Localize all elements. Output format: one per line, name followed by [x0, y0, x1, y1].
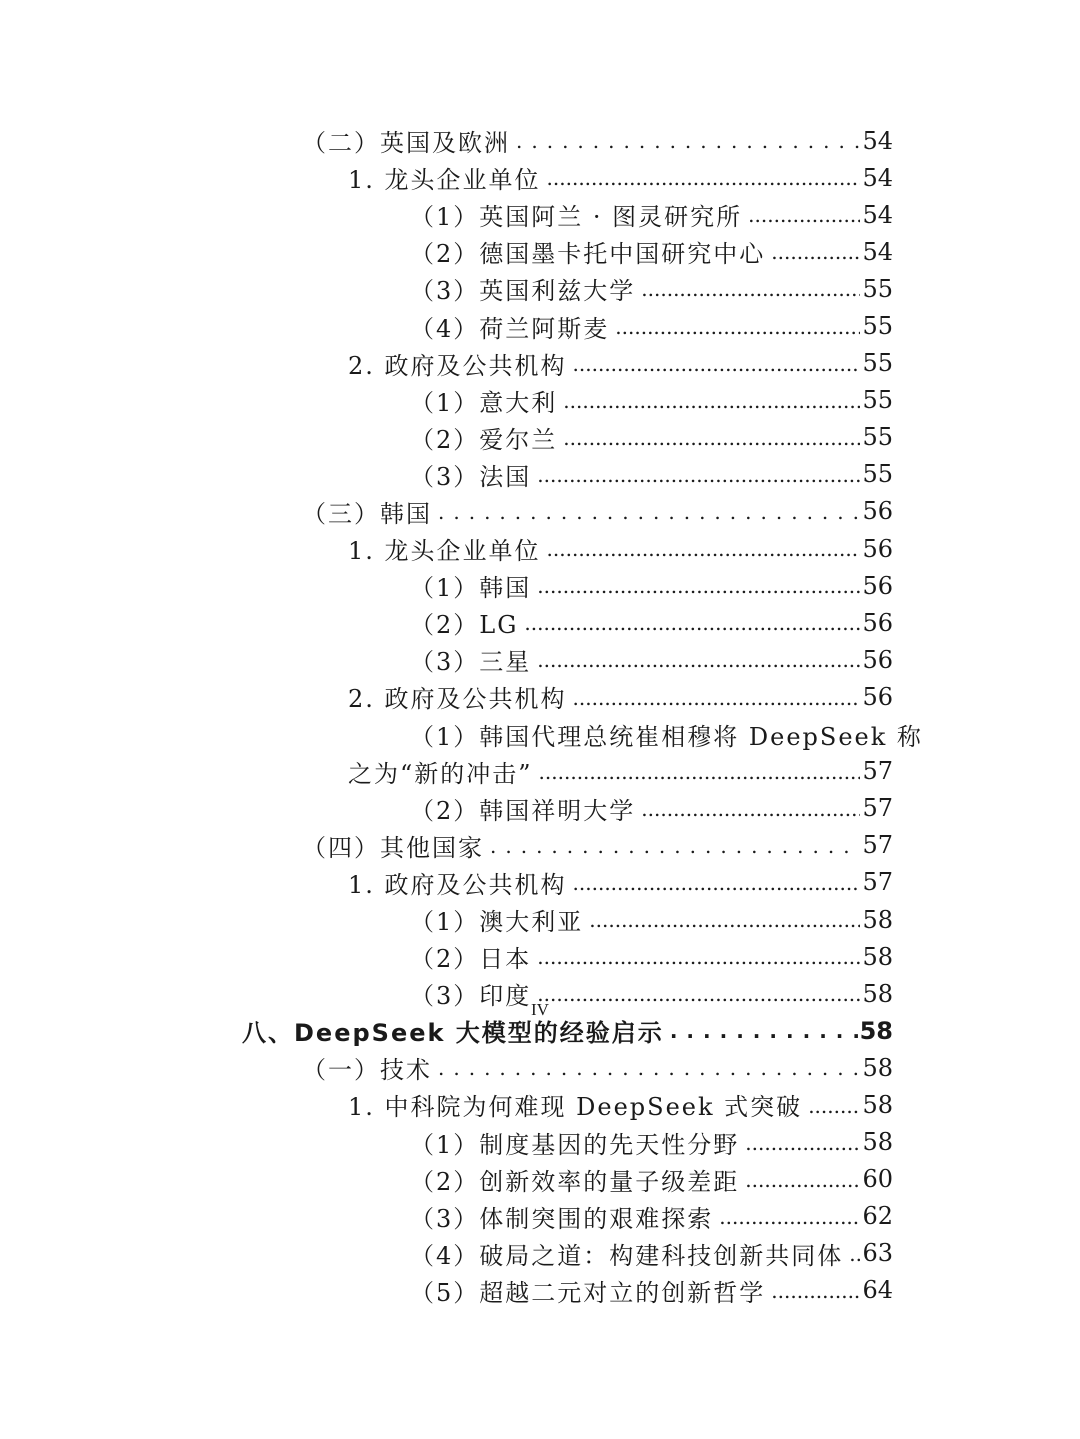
dot-leader	[563, 391, 860, 411]
toc-entry-title: （1）澳大利亚	[410, 908, 584, 937]
toc-entry-page: 57	[862, 831, 893, 860]
toc-entry[interactable]	[0, 382, 1080, 419]
toc-entry[interactable]	[0, 345, 1080, 382]
toc-entry-title: 2. 政府及公共机构	[348, 685, 567, 714]
dot-leader	[537, 650, 860, 670]
dot-leader	[641, 279, 860, 299]
toc-entry-title: （一）技术	[302, 1056, 432, 1085]
toc-entry-title: （2）LG	[410, 611, 519, 640]
toc-entry[interactable]	[0, 233, 1080, 270]
toc-entry[interactable]	[0, 419, 1080, 456]
toc-entry-title: 八、DeepSeek 大模型的经验启示	[242, 1019, 664, 1048]
toc-entry-page: 54	[862, 237, 893, 266]
toc-entry[interactable]	[0, 1272, 1080, 1309]
toc-entry-page: 56	[862, 645, 893, 674]
dot-leader	[537, 576, 860, 596]
toc-entry-title: 之为“新的冲击”	[348, 759, 533, 788]
toc-entry-title: （2）日本	[410, 945, 532, 974]
toc-entry-title: 1. 政府及公共机构	[348, 870, 567, 899]
toc-entry-page: 56	[862, 608, 893, 637]
toc-entry[interactable]	[0, 827, 1080, 864]
dot-leader	[516, 131, 860, 151]
toc-entry-title: （1）韩国	[410, 574, 532, 603]
toc-entry-title: （1）韩国代理总统崔相穆将 DeepSeek 称	[410, 722, 923, 751]
toc-entry-page: 56	[862, 534, 893, 563]
dot-leader	[547, 539, 861, 559]
toc-entry-page: 56	[862, 497, 893, 526]
toc-entry-title: （3）英国利兹大学	[410, 277, 636, 306]
dot-leader	[563, 428, 860, 448]
toc-entry-title: （3）体制突围的艰难探索	[410, 1204, 714, 1233]
dot-leader	[537, 947, 860, 967]
toc-entry-title: （3）三星	[410, 648, 532, 677]
toc-entry-title: （3）印度	[410, 982, 532, 1011]
dot-leader	[589, 910, 860, 930]
toc-entry[interactable]	[0, 1198, 1080, 1235]
toc-entry[interactable]	[0, 790, 1080, 827]
page-number: IV	[531, 1000, 549, 1019]
toc-entry-page: 58	[862, 905, 893, 934]
toc-entry-page: 62	[862, 1202, 893, 1231]
toc-entry-page: 54	[862, 163, 893, 192]
toc-entry[interactable]	[0, 716, 1080, 753]
toc-entry-page: 58	[859, 1016, 893, 1045]
toc-entry-title: 1. 龙头企业单位	[348, 166, 541, 195]
toc-entry-title: （三）韩国	[302, 499, 432, 528]
dot-leader	[524, 613, 860, 633]
toc-entry[interactable]	[0, 678, 1080, 715]
dot-leader	[573, 354, 861, 374]
dot-leader	[573, 873, 861, 893]
toc-entry[interactable]	[0, 1235, 1080, 1272]
dot-leader	[670, 1021, 858, 1041]
toc-entry-title: （2）创新效率的量子级差距	[410, 1167, 740, 1196]
toc-entry[interactable]	[0, 567, 1080, 604]
toc-entry-title: （二）英国及欧洲	[302, 129, 510, 158]
dot-leader	[849, 1244, 860, 1264]
dot-leader	[748, 205, 860, 225]
table-of-contents	[0, 122, 1080, 1309]
toc-entry-title: （4）破局之道：构建科技创新共同体	[410, 1241, 844, 1270]
toc-entry-page: 60	[862, 1165, 893, 1194]
toc-entry-page: 56	[862, 682, 893, 711]
dot-leader	[771, 242, 860, 262]
dot-leader	[537, 465, 860, 485]
toc-entry[interactable]	[0, 641, 1080, 678]
dot-leader	[771, 1281, 860, 1301]
toc-entry-title: （2）德国墨卡托中国研究中心	[410, 240, 766, 269]
toc-entry[interactable]	[0, 1124, 1080, 1161]
toc-entry-page: 55	[862, 460, 893, 489]
toc-entry[interactable]	[0, 753, 1080, 790]
toc-entry[interactable]	[0, 864, 1080, 901]
toc-entry[interactable]	[0, 938, 1080, 975]
toc-entry-title: （2）韩国祥明大学	[410, 796, 636, 825]
toc-entry-page: 55	[862, 312, 893, 341]
toc-entry[interactable]	[0, 901, 1080, 938]
toc-entry-page: 58	[862, 942, 893, 971]
dot-leader	[745, 1170, 860, 1190]
dot-leader	[490, 836, 860, 856]
toc-entry-title: 1. 中科院为何难现 DeepSeek 式突破	[348, 1093, 803, 1122]
dot-leader	[539, 762, 861, 782]
toc-entry[interactable]	[0, 1161, 1080, 1198]
toc-entry-page: 54	[862, 126, 893, 155]
toc-entry-page: 63	[862, 1239, 893, 1268]
toc-entry[interactable]	[0, 530, 1080, 567]
toc-entry-title: 2. 政府及公共机构	[348, 351, 567, 380]
dot-leader	[745, 1133, 860, 1153]
toc-entry-page: 58	[862, 1053, 893, 1082]
toc-entry[interactable]	[0, 1086, 1080, 1123]
toc-entry-page: 57	[862, 757, 893, 786]
toc-entry-page: 55	[862, 386, 893, 415]
toc-entry-title: （5）超越二元对立的创新哲学	[410, 1278, 766, 1307]
dot-leader	[641, 799, 860, 819]
toc-entry-title: （1）意大利	[410, 388, 558, 417]
toc-entry-title: （1）制度基因的先天性分野	[410, 1130, 740, 1159]
dot-leader	[547, 168, 861, 188]
toc-entry-title: （3）法国	[410, 462, 532, 491]
dot-leader	[808, 1096, 860, 1116]
toc-entry[interactable]	[0, 196, 1080, 233]
dot-leader	[719, 1207, 860, 1227]
toc-entry[interactable]	[0, 270, 1080, 307]
toc-entry[interactable]	[0, 122, 1080, 159]
dot-leader	[438, 502, 860, 522]
toc-entry[interactable]	[0, 159, 1080, 196]
toc-entry-page: 55	[862, 274, 893, 303]
toc-entry[interactable]	[0, 1049, 1080, 1086]
toc-entry-page: 55	[862, 423, 893, 452]
toc-entry-page: 57	[862, 868, 893, 897]
dot-leader	[438, 1058, 860, 1078]
toc-entry-page: 58	[862, 1090, 893, 1119]
toc-entry[interactable]	[0, 604, 1080, 641]
toc-entry-page: 54	[862, 200, 893, 229]
toc-entry-page: 57	[862, 794, 893, 823]
dot-leader	[615, 317, 860, 337]
toc-entry-title: （4）荷兰阿斯麦	[410, 314, 610, 343]
toc-entry-title: 1. 龙头企业单位	[348, 537, 541, 566]
toc-entry-title: （四）其他国家	[302, 833, 484, 862]
toc-entry-title: （2）爱尔兰	[410, 425, 558, 454]
toc-entry-page: 55	[862, 349, 893, 378]
toc-entry[interactable]	[0, 456, 1080, 493]
toc-entry-page: 56	[862, 571, 893, 600]
toc-entry-page: 58	[862, 1128, 893, 1157]
toc-entry[interactable]	[0, 493, 1080, 530]
toc-entry-page: 58	[862, 979, 893, 1008]
toc-entry[interactable]	[0, 307, 1080, 344]
dot-leader	[573, 688, 861, 708]
toc-entry-title: （1）英国阿兰 · 图灵研究所	[410, 203, 743, 232]
toc-entry-page: 64	[862, 1276, 893, 1305]
